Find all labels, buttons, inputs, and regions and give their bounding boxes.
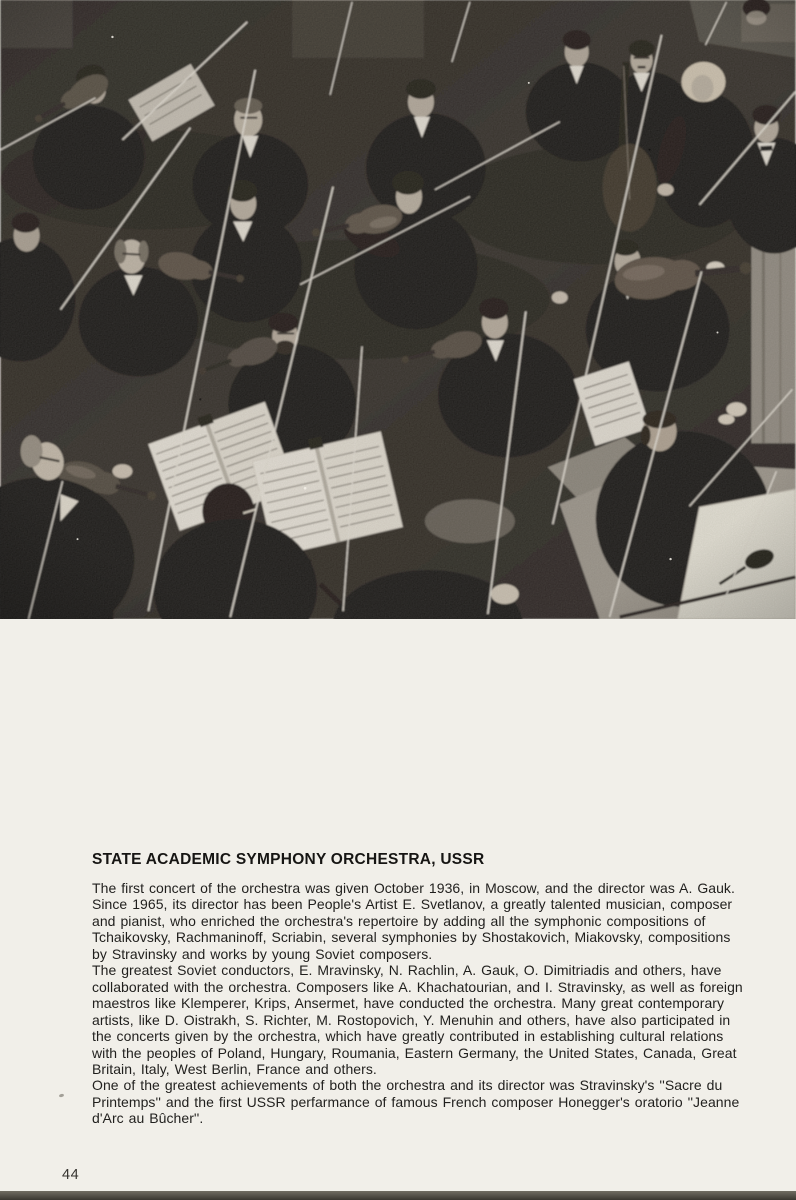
article-paragraph-3: One of the greatest achievements of both the orchestra and its director was Stravinsky's ''Sacre du Printemps'' and the first USSR perfarmance of famous French composer Honegger's oratorio ''Jeanne d'Arc au Bûcher''. bbox=[92, 1077, 740, 1127]
page-number: 44 bbox=[62, 1167, 80, 1183]
scan-edge-artifact bbox=[0, 1191, 796, 1200]
article-title: STATE ACADEMIC SYMPHONY ORCHESTRA, USSR bbox=[92, 851, 485, 868]
article-paragraph-1: The first concert of the orchestra was given October 1936, in Moscow, and the director was A. Gauk. Since 1965, its director has been People's Artist E. Svetlanov, a greatly talented musician, composer and pianist, who enriched the orchestra's repertoire by adding all the symphonic compositions of Tchaikovsky, Rachmaninoff, Scriabin, several symphonies by Shostakovich, Miakovsky, compositions by Stravinsky and works by young Soviet composers. bbox=[92, 880, 735, 962]
article-paragraph-2: The greatest Soviet conductors, E. Mravinsky, N. Rachlin, A. Gauk, O. Dimitriadis and others, have collaborated with the orchestra. Composers like A. Khachatourian, and I. Stravinsky, as well as foreign maestros like Klemperer, Krips, Ansermet, have conducted the orchestra. Many great contemporary artists, like D. Oistrakh, S. Richter, M. Rostopovich, Y. Menuhin and others, have also participated in the concerts given by the orchestra, which have greatly contributed in establishing cultural relations with the peoples of Poland, Hungary, Roumania, Eastern Germany, the United States, Canada, Great Britain, Italy, West Berlin, France and others. bbox=[92, 962, 743, 1077]
article-text-block bbox=[92, 851, 744, 1127]
grain-overlay bbox=[1, 0, 796, 619]
scan-speck bbox=[59, 1093, 65, 1097]
